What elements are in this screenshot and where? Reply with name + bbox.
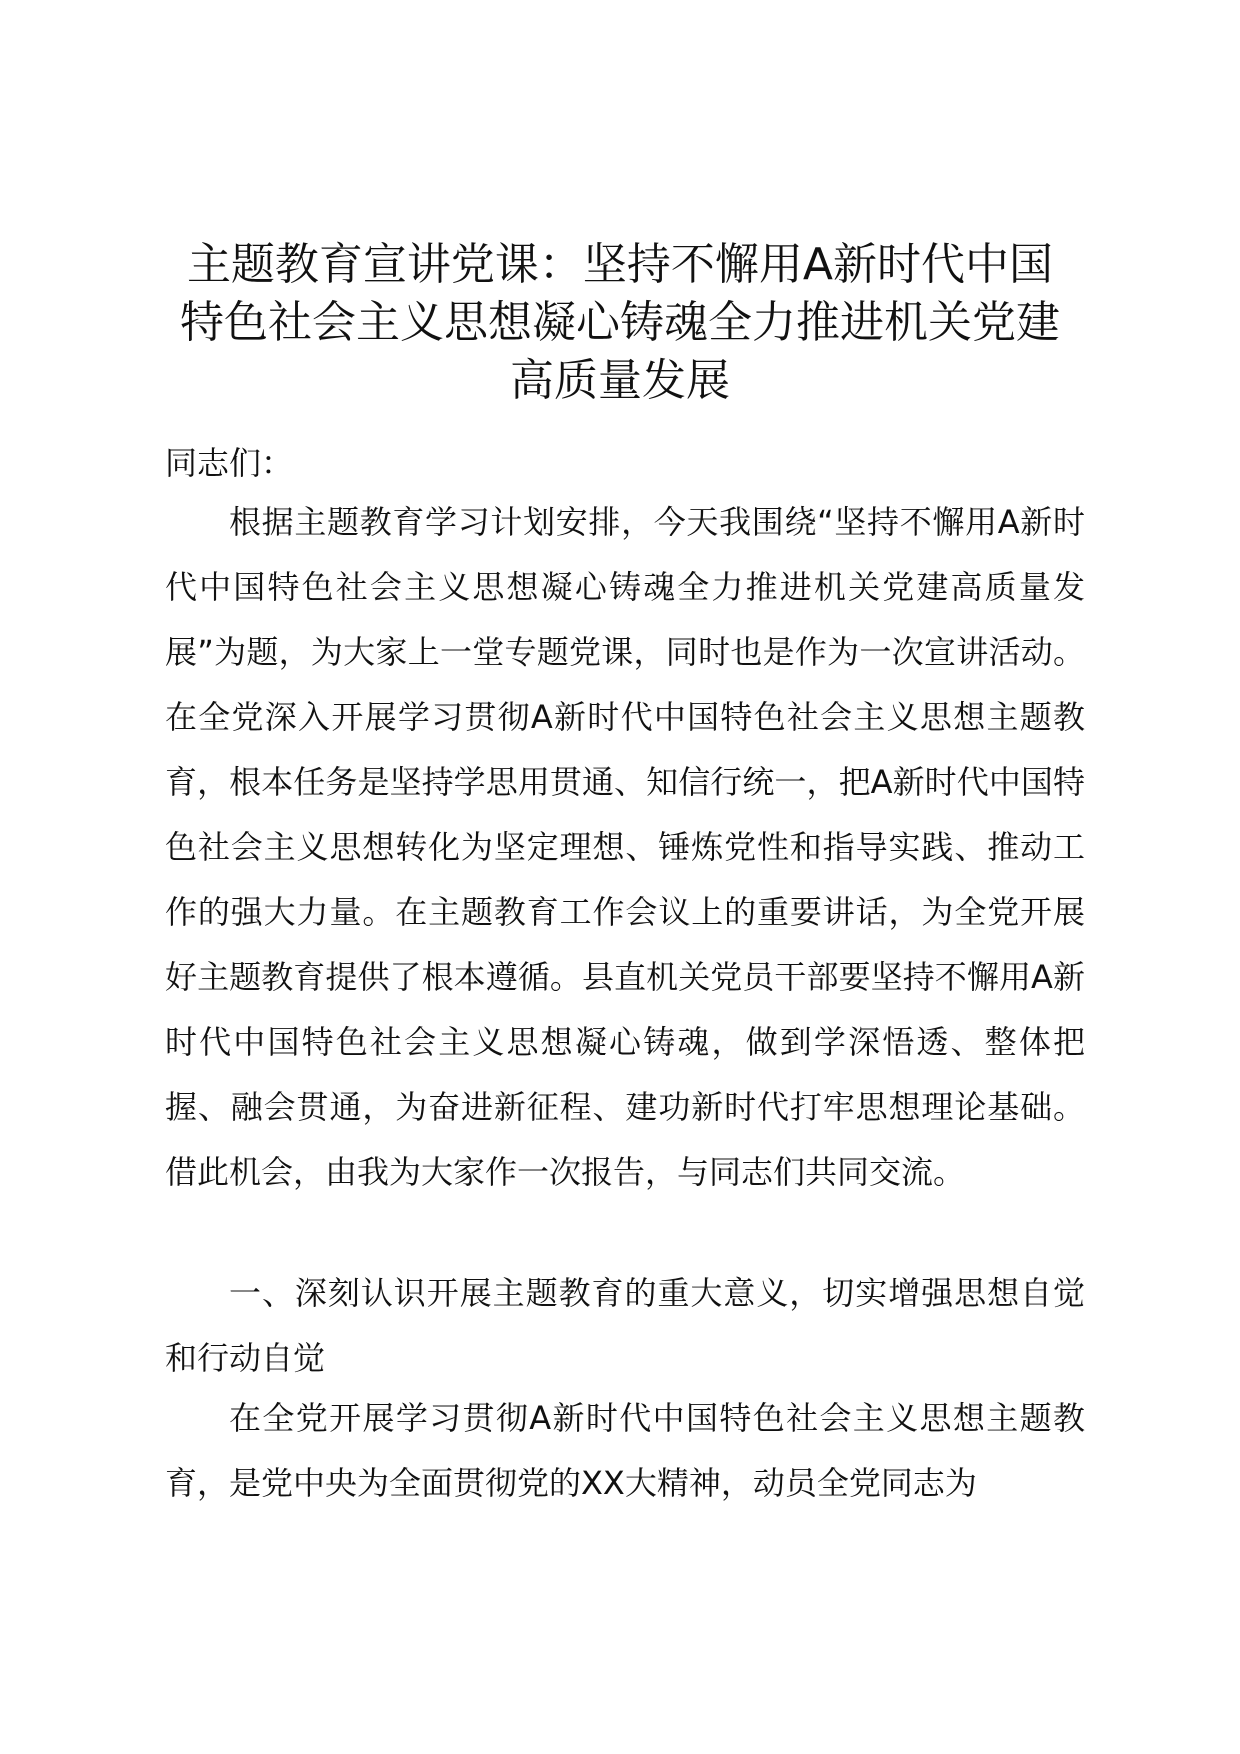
- title-line-2: 特色社会主义思想凝心铸魂全力推进机关党建: [180, 297, 1060, 348]
- section-paragraph-1: 在全党开展学习贯彻A新时代中国特色社会主义思想主题教育，是党中央为全面贯彻党的XX大精神，动员全党同志为: [165, 1399, 1085, 1502]
- section-heading-1: 一、深刻认识开展主题教育的重大意义，切实增强思想自觉和行动自觉: [165, 1274, 1085, 1377]
- document-title: [150, 236, 1090, 410]
- salutation: 同志们：: [165, 444, 294, 482]
- intro-paragraph: 根据主题教育学习计划安排，今天我围绕“坚持不懈用A新时代中国特色社会主义思想凝心铸魂全力推进机关党建高质量发展”为题，为大家上一堂专题党课，同时也是作为一次宣讲活动。在全党深入开展学习贯彻A新时代中国特色社会主义思想主题教育，根本任务是坚持学思用贯通、知信行统一，把A新时代中国特色社会主义思想转化为坚定理想、锤炼党性和指导实践、推动工作的强大力量。在主题教育工作会议上的重要讲话，为全党开展好主题教育提供了根本遵循。县直机关党员干部要坚持不懈用A新时代中国特色社会主义思想凝心铸魂，做到学深悟透、整体把握、融会贯通，为奋进新征程、建功新时代打牢思想理论基础。借此机会，由我为大家作一次报告，与同志们共同交流。: [165, 503, 1085, 1191]
- title-line-1: 主题教育宣讲党课：坚持不懈用A新时代中国: [186, 239, 1054, 290]
- title-line-3: 高质量发展: [510, 355, 730, 406]
